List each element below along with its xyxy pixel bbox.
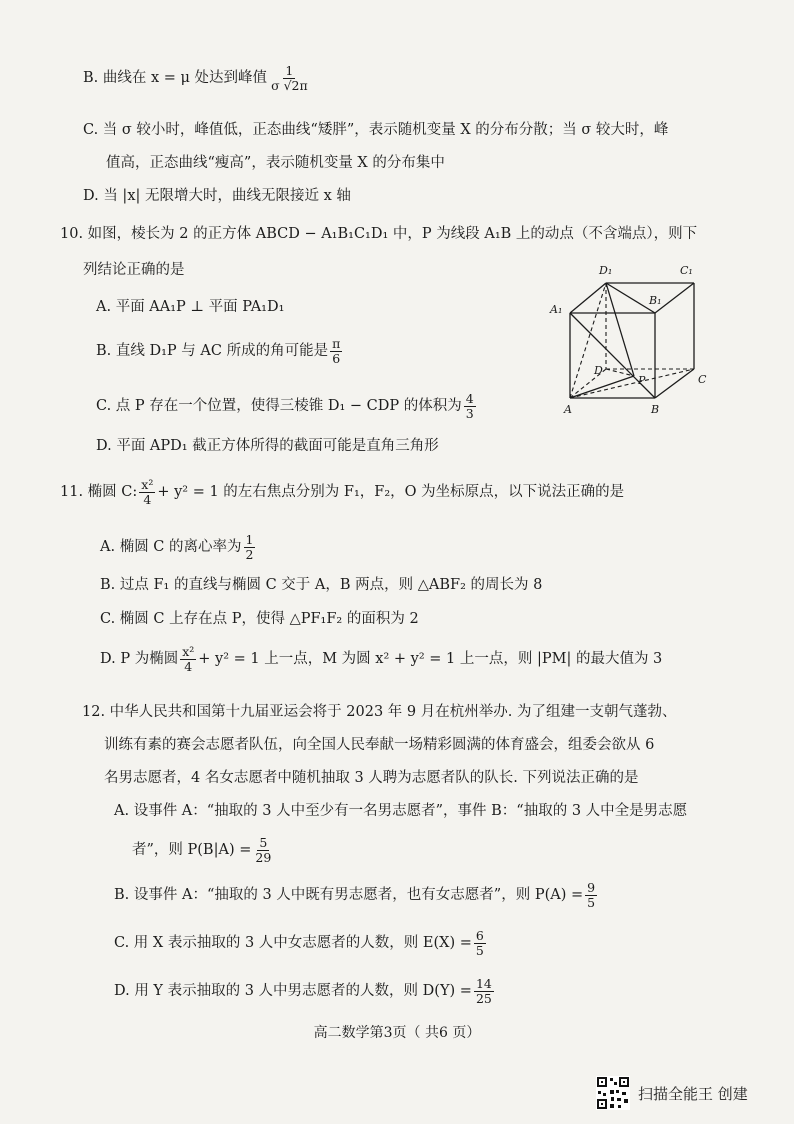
q10-option-c: C. 点 P 存在一个位置，使得三棱锥 D₁ − CDP 的体积为 $\frac{4}{3}$ xyxy=(96,391,474,421)
fraction: $\frac{1}{2}$ xyxy=(245,532,254,562)
q12-option-c: C. 用 X 表示抽取的 3 人中女志愿者的人数，则 E(X) = $\frac{6}{5}$ xyxy=(114,928,484,958)
q10-stem-line1: 10. 如图，棱长为 2 的正方体 ABCD − A₁B₁C₁D₁ 中，P 为线段 A₁B 上的动点（不含端点），则下 xyxy=(60,226,698,242)
label-a1: A₁ xyxy=(550,303,563,316)
fraction: $\frac{\text{x²}}{4}$ xyxy=(182,644,195,674)
q9-option-b: B. 曲线在 x = μ 处达到峰值 $\frac{1}{\sigma √2\pi}$ xyxy=(83,63,308,93)
edge-a1-d1 xyxy=(570,283,606,313)
label-p: P xyxy=(638,374,646,387)
q9-option-d: D. 当 |x| 无限增大时，曲线无限接近 x 轴 xyxy=(83,188,351,204)
q12-option-a-line1: A. 设事件 A：“抽取的 3 人中至少有一名男志愿者”，事件 B：“抽取的 3 人中全是男志愿 xyxy=(114,803,688,819)
q12-stem-line3: 名男志愿者，4 名女志愿者中随机抽取 3 人聘为志愿者队的队长. 下列说法正确的是 xyxy=(104,770,639,786)
q10-option-d: D. 平面 APD₁ 截正方体所得的截面可能是直角三角形 xyxy=(96,438,439,454)
q12-option-a-line2: 者”，则 P(B|A) = $\frac{5}{29}$ xyxy=(132,835,272,865)
fraction: $\frac{6}{5}$ xyxy=(475,928,484,958)
fraction: $\frac{1}{\sigma √2\pi}$ xyxy=(271,63,308,93)
label-d1: D₁ xyxy=(599,264,613,277)
qr-code-icon xyxy=(596,1076,630,1110)
label-d: D xyxy=(594,364,603,377)
label-b1: B₁ xyxy=(649,294,662,307)
q12-stem-line2: 训练有素的赛会志愿者队伍，向全国人民奉献一场精彩圆满的体育盛会，组委会欲从 6 xyxy=(104,737,655,753)
q10-stem-line2: 列结论正确的是 xyxy=(83,262,185,278)
q11-option-a: A. 椭圆 C 的离心率为 $\frac{1}{2}$ xyxy=(100,532,254,562)
q10-option-b: B. 直线 D₁P 与 AC 所成的角可能是 $\frac{\pi}{6}$ xyxy=(96,336,341,366)
q11-option-c: C. 椭圆 C 上存在点 P，使得 △PF₁F₂ 的面积为 2 xyxy=(100,611,419,627)
q9-option-c-line1: C. 当 σ 较小时，峰值低，正态曲线“矮胖”，表示随机变量 X 的分布分散；当 σ 较大时，峰 xyxy=(83,122,669,138)
segment-a-p xyxy=(570,376,634,398)
hidden-segment-a-d1 xyxy=(570,283,606,398)
watermark-text: 扫描全能王 创建 xyxy=(638,1084,748,1103)
q12-option-b: B. 设事件 A：“抽取的 3 人中既有男志愿者，也有女志愿者”，则 P(A) = $\frac{9}{5}$ xyxy=(114,880,596,910)
q10-option-a: A. 平面 AA₁P ⊥ 平面 PA₁D₁ xyxy=(96,299,285,315)
fraction: $\frac{5}{29}$ xyxy=(255,835,272,865)
q12-stem-line1: 12. 中华人民共和国第十九届亚运会将于 2023 年 9 月在杭州举办. 为了组建一支朝气蓬勃、 xyxy=(82,704,677,720)
label-b: B xyxy=(651,403,660,416)
label-a: A xyxy=(564,403,572,416)
label-c: C xyxy=(698,373,707,386)
fraction: $\frac{\text{x²}}{4}$ xyxy=(141,477,154,507)
fraction: $\frac{9}{5}$ xyxy=(587,880,596,910)
q9-option-c-line2: 值高，正态曲线“瘦高”，表示随机变量 X 的分布集中 xyxy=(106,155,445,171)
label-c1: C₁ xyxy=(680,264,693,277)
fraction: $\frac{\pi}{6}$ xyxy=(332,336,341,366)
q11-option-d: D. P 为椭圆 $\frac{\text{x²}}{4}$ + y² = 1 上一点，M 为圆 x² + y² = 1 上一点，则 |PM| 的最大值为 3 xyxy=(100,644,663,674)
page-footer: 高二数学第3页（ 共6 页） xyxy=(313,1025,481,1041)
scanner-watermark xyxy=(596,1076,748,1110)
cube-figure xyxy=(540,258,720,423)
fraction: $\frac{4}{3}$ xyxy=(465,391,474,421)
q11-stem: 11. 椭圆 C: $\frac{\text{x²}}{4}$ + y² = 1 的左右焦点分别为 F₁，F₂，O 为坐标原点，以下说法正确的是 xyxy=(60,477,625,507)
q11-option-b: B. 过点 F₁ 的直线与椭圆 C 交于 A，B 两点，则 △ABF₂ 的周长为 8 xyxy=(100,577,543,593)
fraction: $\frac{14}{25}$ xyxy=(475,976,492,1006)
q12-option-d: D. 用 Y 表示抽取的 3 人中男志愿者的人数，则 D(Y) = $\frac{14}{25}$ xyxy=(114,976,492,1006)
